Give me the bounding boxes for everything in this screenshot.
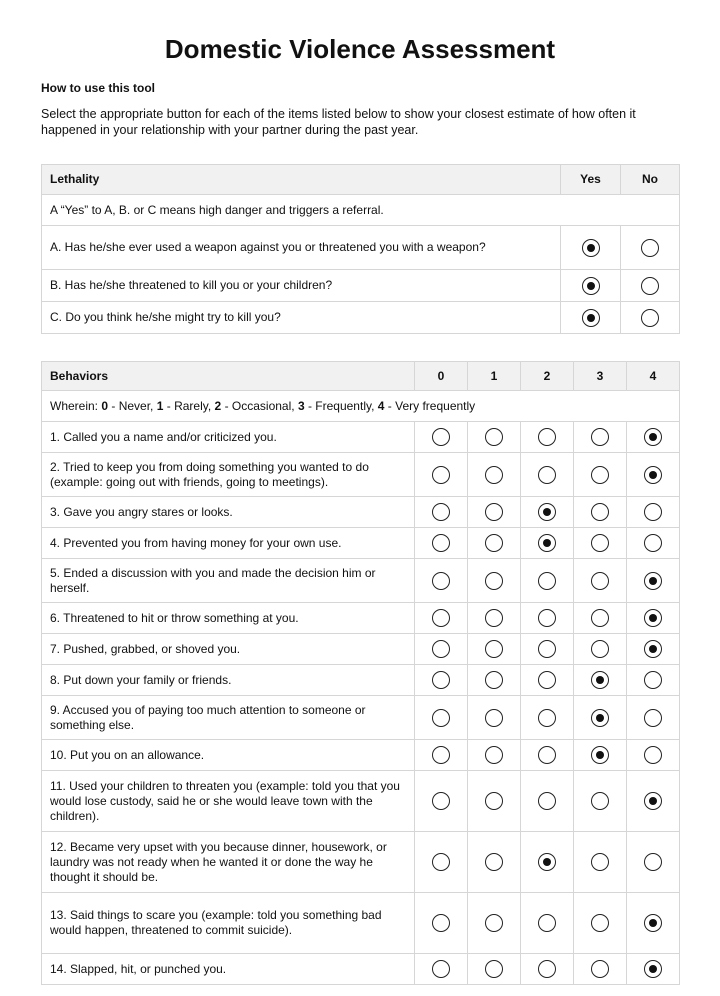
yes-radio-cell [561,302,621,334]
frequency-radio-1[interactable] [485,960,503,978]
behavior-row [42,453,680,497]
lethality-question: B. Has he/she threatened to kill you or your children? [42,270,561,302]
frequency-radio-0-cell [415,696,468,740]
frequency-radio-3-cell [574,422,627,453]
frequency-radio-0-cell [415,528,468,559]
frequency-radio-2[interactable] [538,428,556,446]
frequency-radio-3[interactable] [591,709,609,727]
frequency-radio-4[interactable] [644,534,662,552]
lethality-header-row [42,165,680,195]
frequency-radio-4[interactable] [644,914,662,932]
frequency-radio-1-cell [468,559,521,603]
no-radio-cell [621,302,680,334]
frequency-radio-0-cell [415,954,468,985]
behavior-question: 7. Pushed, grabbed, or shoved you. [42,634,415,665]
frequency-radio-2-cell [521,528,574,559]
behaviors-header-row [42,362,680,391]
frequency-radio-0-cell [415,771,468,832]
frequency-radio-4[interactable] [644,466,662,484]
frequency-radio-2-cell [521,696,574,740]
no-radio[interactable] [641,239,659,257]
frequency-radio-1[interactable] [485,914,503,932]
instructions-heading: How to use this tool [41,81,155,95]
frequency-radio-2-cell [521,954,574,985]
behavior-row [42,422,680,453]
instructions-text: Select the appropriate button for each of the items listed below to show your closest estimate of how often it happened in your relationship with your partner during the past year. [41,107,636,137]
frequency-radio-2-cell [521,559,574,603]
frequency-radio-3[interactable] [591,503,609,521]
legend-label-0: - Never, [108,398,157,413]
scale-header-4: 4 [627,362,680,391]
lethality-row [42,270,680,302]
frequency-radio-4-cell [627,634,680,665]
frequency-radio-2[interactable] [538,503,556,521]
legend-num-4: 4 [377,398,385,413]
behavior-question: 14. Slapped, hit, or punched you. [42,954,415,985]
no-header: No [621,165,680,195]
frequency-radio-0[interactable] [432,746,450,764]
frequency-radio-3-cell [574,832,627,893]
frequency-radio-4-cell [627,771,680,832]
frequency-radio-4[interactable] [644,428,662,446]
scale-header-1: 1 [468,362,521,391]
behavior-row [42,954,680,985]
frequency-radio-3[interactable] [591,960,609,978]
legend-num-1: 1 [156,398,164,413]
frequency-radio-4[interactable] [644,709,662,727]
behavior-question: 9. Accused you of paying too much attention to someone or something else. [42,696,415,740]
frequency-radio-0[interactable] [432,709,450,727]
yes-radio-cell [561,226,621,270]
behaviors-table [41,361,680,985]
behavior-question: 3. Gave you angry stares or looks. [42,497,415,528]
frequency-radio-3-cell [574,665,627,696]
frequency-radio-2-cell [521,771,574,832]
frequency-radio-2[interactable] [538,709,556,727]
frequency-radio-1[interactable] [485,466,503,484]
frequency-radio-0-cell [415,453,468,497]
legend-label-3: - Frequently, [304,398,378,413]
lethality-note-row [42,195,680,226]
frequency-radio-2-cell [521,740,574,771]
frequency-radio-2[interactable] [538,746,556,764]
frequency-radio-3[interactable] [591,572,609,590]
behavior-row [42,559,680,603]
frequency-radio-0-cell [415,740,468,771]
yes-radio[interactable] [582,277,600,295]
frequency-radio-3-cell [574,497,627,528]
behavior-row [42,665,680,696]
frequency-radio-3[interactable] [591,609,609,627]
behavior-question: 10. Put you on an allowance. [42,740,415,771]
legend-prefix: Wherein: [50,398,102,413]
frequency-radio-4-cell [627,893,680,954]
frequency-radio-4-cell [627,832,680,893]
frequency-radio-2[interactable] [538,853,556,871]
frequency-radio-3-cell [574,453,627,497]
legend-num-2: 2 [214,398,222,413]
lethality-row [42,302,680,334]
frequency-radio-1-cell [468,771,521,832]
lethality-row [42,226,680,270]
legend-label-1: - Rarely, [163,398,215,413]
frequency-radio-1[interactable] [485,709,503,727]
frequency-radio-3-cell [574,893,627,954]
frequency-radio-4-cell [627,696,680,740]
lethality-note: A “Yes” to A, B. or C means high danger and triggers a referral. [42,195,680,226]
yes-radio[interactable] [582,239,600,257]
frequency-radio-3-cell [574,696,627,740]
lethality-question: A. Has he/she ever used a weapon against you or threatened you with a weapon? [42,226,561,270]
frequency-radio-4-cell [627,559,680,603]
frequency-radio-0[interactable] [432,960,450,978]
frequency-radio-2[interactable] [538,671,556,689]
frequency-radio-1-cell [468,832,521,893]
frequency-radio-2[interactable] [538,572,556,590]
behavior-question: 13. Said things to scare you (example: told you something bad would happen, threatened to commit suicide). [42,893,415,954]
frequency-radio-1-cell [468,634,521,665]
frequency-radio-4[interactable] [644,792,662,810]
frequency-radio-1[interactable] [485,428,503,446]
frequency-radio-1-cell [468,740,521,771]
frequency-radio-0[interactable] [432,640,450,658]
frequency-radio-4[interactable] [644,853,662,871]
behavior-row [42,696,680,740]
frequency-radio-3[interactable] [591,466,609,484]
behavior-row [42,771,680,832]
frequency-radio-1-cell [468,893,521,954]
frequency-radio-1[interactable] [485,671,503,689]
behaviors-legend-row [42,391,680,422]
frequency-radio-3-cell [574,559,627,603]
behavior-question: 6. Threatened to hit or throw something at you. [42,603,415,634]
frequency-radio-2-cell [521,665,574,696]
frequency-radio-1-cell [468,528,521,559]
frequency-radio-4[interactable] [644,960,662,978]
no-radio[interactable] [641,309,659,327]
no-radio[interactable] [641,277,659,295]
yes-radio-cell [561,270,621,302]
behavior-question: 12. Became very upset with you because dinner, housework, or laundry was not ready when he wanted it or done the way he thought it should be. [42,832,415,893]
frequency-radio-0[interactable] [432,671,450,689]
behavior-row [42,634,680,665]
frequency-radio-1-cell [468,603,521,634]
behavior-row [42,740,680,771]
frequency-radio-0[interactable] [432,792,450,810]
frequency-radio-3[interactable] [591,914,609,932]
behaviors-legend [42,391,680,422]
frequency-radio-2[interactable] [538,534,556,552]
legend-num-3: 3 [297,398,305,413]
frequency-radio-2-cell [521,603,574,634]
frequency-radio-3-cell [574,634,627,665]
frequency-radio-4[interactable] [644,572,662,590]
frequency-radio-0[interactable] [432,853,450,871]
scale-header-0: 0 [415,362,468,391]
frequency-radio-0-cell [415,603,468,634]
lethality-header: Lethality [42,165,561,195]
frequency-radio-0-cell [415,832,468,893]
frequency-radio-4[interactable] [644,503,662,521]
frequency-radio-0[interactable] [432,503,450,521]
legend-label-4: - Very frequently [384,398,476,413]
frequency-radio-2[interactable] [538,960,556,978]
frequency-radio-3[interactable] [591,853,609,871]
frequency-radio-1-cell [468,497,521,528]
frequency-radio-4-cell [627,665,680,696]
frequency-radio-2-cell [521,893,574,954]
frequency-radio-3-cell [574,771,627,832]
frequency-radio-0-cell [415,665,468,696]
frequency-radio-2-cell [521,453,574,497]
frequency-radio-0[interactable] [432,609,450,627]
frequency-radio-0-cell [415,497,468,528]
behavior-question: 11. Used your children to threaten you (example: told you that you would lose custody, said he or she would leave town with the children). [42,771,415,832]
legend-label-2: - Occasional, [221,398,298,413]
frequency-radio-2-cell [521,634,574,665]
frequency-radio-4-cell [627,497,680,528]
behavior-row [42,893,680,954]
behavior-question: 1. Called you a name and/or criticized you. [42,422,415,453]
frequency-radio-2-cell [521,497,574,528]
behavior-row [42,832,680,893]
behavior-row [42,497,680,528]
no-radio-cell [621,226,680,270]
frequency-radio-0-cell [415,634,468,665]
frequency-radio-2[interactable] [538,609,556,627]
frequency-radio-0-cell [415,422,468,453]
frequency-radio-3[interactable] [591,640,609,658]
frequency-radio-0[interactable] [432,572,450,590]
frequency-radio-2-cell [521,832,574,893]
frequency-radio-4-cell [627,422,680,453]
yes-header: Yes [561,165,621,195]
frequency-radio-2-cell [521,422,574,453]
frequency-radio-3[interactable] [591,428,609,446]
frequency-radio-3-cell [574,740,627,771]
behavior-question: 4. Prevented you from having money for your own use. [42,528,415,559]
scale-header-2: 2 [521,362,574,391]
frequency-radio-2[interactable] [538,792,556,810]
page-title: Domestic Violence Assessment [164,34,556,64]
frequency-radio-0[interactable] [432,428,450,446]
legend-num-0: 0 [101,398,109,413]
frequency-radio-4[interactable] [644,746,662,764]
frequency-radio-1[interactable] [485,792,503,810]
frequency-radio-4-cell [627,528,680,559]
frequency-radio-1-cell [468,954,521,985]
frequency-radio-3[interactable] [591,746,609,764]
frequency-radio-1[interactable] [485,503,503,521]
no-radio-cell [621,270,680,302]
frequency-radio-3-cell [574,528,627,559]
frequency-radio-3[interactable] [591,671,609,689]
frequency-radio-1[interactable] [485,534,503,552]
frequency-radio-0[interactable] [432,914,450,932]
frequency-radio-4-cell [627,740,680,771]
frequency-radio-1-cell [468,696,521,740]
yes-radio[interactable] [582,309,600,327]
frequency-radio-3-cell [574,603,627,634]
frequency-radio-2[interactable] [538,640,556,658]
frequency-radio-1-cell [468,422,521,453]
behavior-question: 8. Put down your family or friends. [42,665,415,696]
frequency-radio-1[interactable] [485,746,503,764]
frequency-radio-1[interactable] [485,853,503,871]
frequency-radio-3-cell [574,954,627,985]
frequency-radio-1[interactable] [485,609,503,627]
behavior-question: 2. Tried to keep you from doing something you wanted to do (example: going out with friends, going to meetings). [42,453,415,497]
scale-header-3: 3 [574,362,627,391]
lethality-question: C. Do you think he/she might try to kill you? [42,302,561,334]
frequency-radio-4[interactable] [644,671,662,689]
frequency-radio-0[interactable] [432,466,450,484]
frequency-radio-2[interactable] [538,914,556,932]
frequency-radio-4-cell [627,453,680,497]
frequency-radio-0[interactable] [432,534,450,552]
lethality-table [41,164,680,334]
frequency-radio-4[interactable] [644,609,662,627]
frequency-radio-1[interactable] [485,572,503,590]
frequency-radio-0-cell [415,893,468,954]
frequency-radio-4-cell [627,954,680,985]
behavior-row [42,603,680,634]
frequency-radio-2[interactable] [538,466,556,484]
frequency-radio-1-cell [468,453,521,497]
frequency-radio-3[interactable] [591,534,609,552]
frequency-radio-1[interactable] [485,640,503,658]
frequency-radio-1-cell [468,665,521,696]
behaviors-header: Behaviors [42,362,415,391]
frequency-radio-0-cell [415,559,468,603]
frequency-radio-4[interactable] [644,640,662,658]
behavior-row [42,528,680,559]
behavior-question: 5. Ended a discussion with you and made the decision him or herself. [42,559,415,603]
frequency-radio-3[interactable] [591,792,609,810]
frequency-radio-4-cell [627,603,680,634]
